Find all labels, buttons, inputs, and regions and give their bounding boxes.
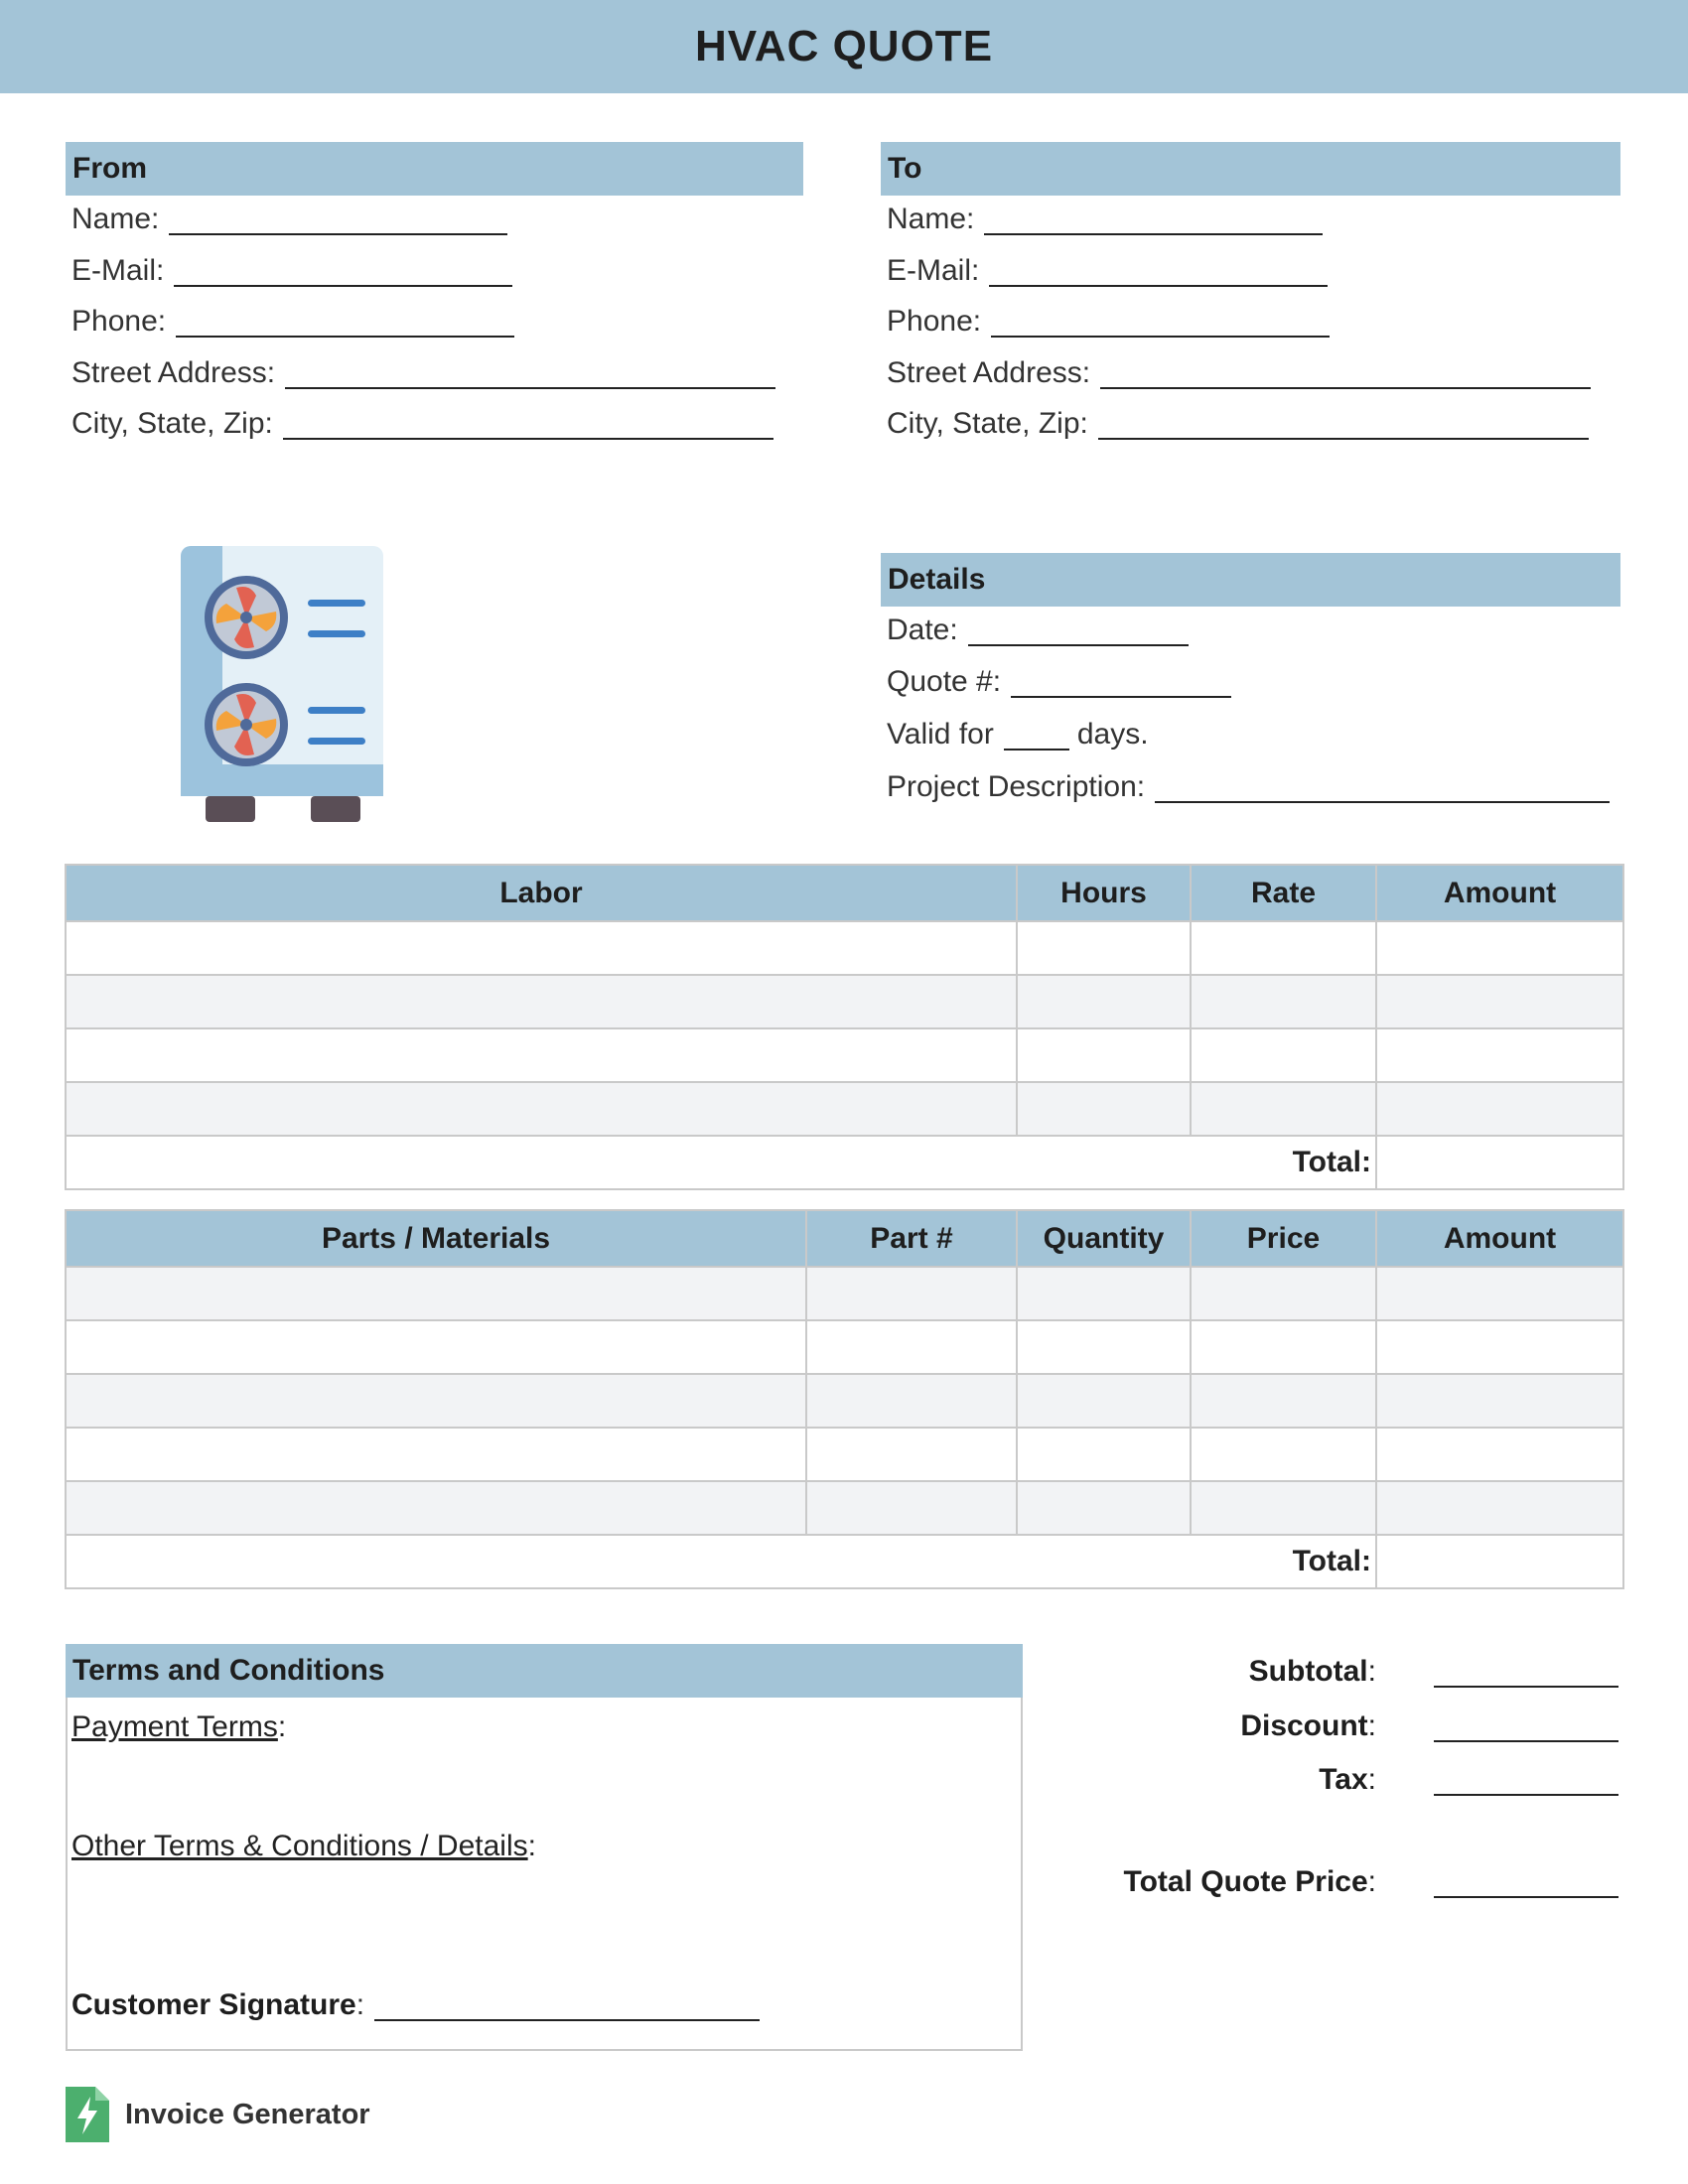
labor-header: Labor — [66, 865, 1017, 921]
from-name-line[interactable] — [169, 204, 507, 235]
to-street-line[interactable] — [1100, 357, 1591, 389]
table-cell[interactable] — [1376, 1374, 1623, 1428]
quote-number-field[interactable] — [887, 662, 1231, 702]
table-cell[interactable] — [1376, 1481, 1623, 1535]
total-quote-price-line[interactable] — [1434, 1896, 1618, 1898]
colon: : — [277, 1710, 287, 1743]
from-city-label: City, State, Zip: — [71, 407, 273, 440]
parts-total-value[interactable] — [1376, 1535, 1623, 1588]
table-cell[interactable] — [1191, 1267, 1376, 1320]
price-header: Price — [1191, 1210, 1376, 1267]
table-cell[interactable] — [1017, 975, 1191, 1028]
labor-table — [65, 864, 1624, 1190]
title-bar — [0, 0, 1688, 93]
subtotal-label: Subtotal: — [1248, 1655, 1376, 1688]
from-street-label: Street Address: — [71, 356, 276, 389]
date-field[interactable] — [887, 611, 1189, 650]
table-cell[interactable] — [806, 1320, 1017, 1374]
table-row — [66, 1267, 1623, 1320]
table-cell[interactable] — [1191, 975, 1376, 1028]
table-cell[interactable] — [1376, 1320, 1623, 1374]
from-name-field[interactable] — [71, 200, 507, 239]
to-street-label: Street Address: — [887, 356, 1091, 389]
from-phone-label: Phone: — [71, 305, 167, 338]
table-cell[interactable] — [1017, 1028, 1191, 1082]
table-cell[interactable] — [1191, 1320, 1376, 1374]
tax-line[interactable] — [1434, 1794, 1618, 1796]
from-phone-line[interactable] — [176, 306, 514, 338]
invoice-generator-logo-icon — [66, 2087, 109, 2142]
labor-total-label: Total: — [66, 1136, 1376, 1189]
table-row — [66, 921, 1623, 975]
table-cell[interactable] — [1191, 1481, 1376, 1535]
table-cell[interactable] — [1017, 921, 1191, 975]
rate-header: Rate — [1191, 865, 1376, 921]
table-row — [66, 1082, 1623, 1136]
customer-signature-label: Customer Signature — [71, 1988, 356, 2021]
from-phone-field[interactable] — [71, 302, 514, 341]
table-cell[interactable] — [1017, 1481, 1191, 1535]
tax-label: Tax: — [1319, 1763, 1376, 1796]
amount-header: Amount — [1376, 1210, 1623, 1267]
table-cell[interactable] — [66, 1082, 1017, 1136]
discount-label: Discount: — [1240, 1709, 1376, 1742]
valid-for-label: Valid for — [887, 718, 994, 751]
payment-terms-label: Payment Terms — [71, 1710, 278, 1743]
table-cell[interactable] — [1376, 1267, 1623, 1320]
customer-signature-field[interactable] — [71, 1985, 760, 2025]
table-cell[interactable] — [1191, 1374, 1376, 1428]
to-email-line[interactable] — [989, 255, 1328, 287]
colon: : — [527, 1830, 536, 1862]
project-description-field[interactable] — [887, 767, 1610, 807]
from-street-field[interactable] — [71, 353, 775, 393]
to-street-field[interactable] — [887, 353, 1591, 393]
customer-signature-line[interactable] — [374, 1989, 760, 2021]
days-label: days. — [1076, 718, 1149, 751]
table-row — [66, 975, 1623, 1028]
other-terms[interactable] — [71, 1827, 536, 1866]
to-city-field[interactable] — [887, 404, 1589, 444]
table-cell[interactable] — [1191, 1028, 1376, 1082]
labor-header-row — [66, 865, 1623, 921]
table-cell[interactable] — [66, 1481, 806, 1535]
from-heading: From — [66, 142, 803, 196]
project-description-label: Project Description: — [887, 770, 1146, 803]
parts-total-label: Total: — [66, 1535, 1376, 1588]
table-cell[interactable] — [1376, 921, 1623, 975]
table-cell[interactable] — [806, 1374, 1017, 1428]
table-cell[interactable] — [806, 1267, 1017, 1320]
to-phone-label: Phone: — [887, 305, 982, 338]
from-city-line[interactable] — [283, 408, 774, 440]
to-city-label: City, State, Zip: — [887, 407, 1088, 440]
table-cell[interactable] — [1017, 1374, 1191, 1428]
quote-number-label: Quote #: — [887, 665, 1002, 698]
table-cell[interactable] — [1191, 1428, 1376, 1481]
to-name-line[interactable] — [984, 204, 1323, 235]
to-email-field[interactable] — [887, 251, 1328, 291]
from-street-line[interactable] — [285, 357, 775, 389]
part-number-header: Part # — [806, 1210, 1017, 1267]
table-cell[interactable] — [66, 1267, 806, 1320]
labor-total-row — [66, 1136, 1623, 1189]
page-title: HVAC QUOTE — [694, 22, 994, 70]
to-phone-field[interactable] — [887, 302, 1330, 341]
project-description-line[interactable] — [1155, 771, 1610, 803]
table-cell[interactable] — [1376, 1082, 1623, 1136]
table-row — [66, 1374, 1623, 1428]
from-email-field[interactable] — [71, 251, 512, 291]
table-cell[interactable] — [1017, 1267, 1191, 1320]
table-row — [66, 1320, 1623, 1374]
to-email-label: E-Mail: — [887, 254, 980, 287]
quote-number-line[interactable] — [1011, 666, 1231, 698]
from-name-label: Name: — [71, 203, 160, 235]
footer-brand: Invoice Generator — [125, 2098, 370, 2130]
table-cell[interactable] — [1017, 1428, 1191, 1481]
to-name-label: Name: — [887, 203, 975, 235]
to-name-field[interactable] — [887, 200, 1323, 239]
parts-header-row — [66, 1210, 1623, 1267]
parts-table — [65, 1209, 1624, 1589]
hours-header: Hours — [1017, 865, 1191, 921]
payment-terms[interactable] — [71, 1707, 286, 1747]
subtotal-line[interactable] — [1434, 1686, 1618, 1688]
valid-days-field[interactable] — [887, 715, 1149, 754]
quantity-header: Quantity — [1017, 1210, 1191, 1267]
footer — [66, 2087, 370, 2142]
colon: : — [355, 1988, 365, 2021]
table-cell[interactable] — [66, 921, 1017, 975]
labor-total-value[interactable] — [1376, 1136, 1623, 1189]
valid-days-line[interactable] — [1004, 719, 1069, 751]
table-cell[interactable] — [1376, 1028, 1623, 1082]
table-row — [66, 1428, 1623, 1481]
total-quote-price-label: Total Quote Price: — [1123, 1865, 1376, 1898]
to-phone-line[interactable] — [991, 306, 1330, 338]
terms-heading: Terms and Conditions — [66, 1644, 1023, 1698]
hvac-unit-icon — [181, 546, 385, 824]
from-city-field[interactable] — [71, 404, 774, 444]
details-heading: Details — [881, 553, 1620, 607]
date-label: Date: — [887, 614, 958, 646]
discount-line[interactable] — [1434, 1740, 1618, 1742]
table-cell[interactable] — [66, 1320, 806, 1374]
table-cell[interactable] — [66, 1028, 1017, 1082]
table-cell[interactable] — [66, 1374, 806, 1428]
table-cell[interactable] — [66, 1428, 806, 1481]
other-terms-label: Other Terms & Conditions / Details — [71, 1830, 528, 1862]
amount-header: Amount — [1376, 865, 1623, 921]
parts-total-row — [66, 1535, 1623, 1588]
table-cell[interactable] — [1191, 921, 1376, 975]
table-cell[interactable] — [1017, 1320, 1191, 1374]
from-email-label: E-Mail: — [71, 254, 165, 287]
from-email-line[interactable] — [174, 255, 512, 287]
table-row — [66, 1028, 1623, 1082]
table-row — [66, 1481, 1623, 1535]
table-cell[interactable] — [1376, 975, 1623, 1028]
table-cell[interactable] — [806, 1428, 1017, 1481]
to-heading: To — [881, 142, 1620, 196]
table-cell[interactable] — [66, 975, 1017, 1028]
table-cell[interactable] — [1017, 1082, 1191, 1136]
table-cell[interactable] — [806, 1481, 1017, 1535]
table-cell[interactable] — [1376, 1428, 1623, 1481]
date-line[interactable] — [968, 614, 1189, 646]
to-city-line[interactable] — [1098, 408, 1589, 440]
table-cell[interactable] — [1191, 1082, 1376, 1136]
parts-materials-header: Parts / Materials — [66, 1210, 806, 1267]
